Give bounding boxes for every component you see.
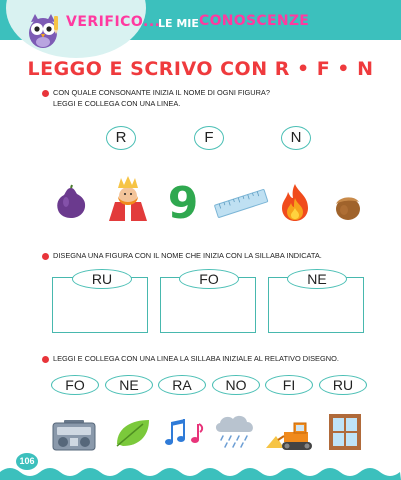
leaf-icon[interactable] (113, 416, 153, 450)
syllable-fo-label: FO (179, 269, 239, 289)
page-title: LEGGO E SCRIVO CON R • F • N (27, 58, 374, 80)
ruler-icon[interactable] (212, 186, 270, 220)
syllable-ne[interactable]: NE (105, 375, 153, 395)
le-mie-label: LE MIE (158, 17, 199, 30)
exercise3-instruction: LEGGI E COLLEGA CON UNA LINEA LA SILLABA INIZIALE AL RELATIVO DISEGNO. (53, 354, 339, 363)
exercise1-instruction-line2: LEGGI E COLLEGA CON UNA LINEA. (53, 99, 181, 108)
rain-cloud-icon[interactable] (211, 412, 259, 452)
syllable-ne-label: NE (287, 269, 347, 289)
exercise1-instruction-line1: CON QUALE CONSONANTE INIZIA IL NOME DI OGNI FIGURA? (53, 88, 270, 97)
number-nine-icon[interactable] (167, 182, 199, 222)
window-icon[interactable] (327, 412, 363, 452)
bullet-2 (42, 253, 49, 260)
bullet-1 (42, 90, 49, 97)
letter-f[interactable]: F (194, 126, 224, 150)
syllable-ru[interactable]: RU (319, 375, 367, 395)
fig-icon[interactable] (52, 184, 90, 220)
conoscenze-label: CONOSCENZE (199, 13, 310, 29)
fire-icon[interactable] (276, 182, 314, 222)
radio-icon[interactable] (50, 418, 98, 452)
letter-r[interactable]: R (106, 126, 136, 150)
verifico-heading: VERIFICO... (66, 14, 161, 30)
svg-text:9: 9 (167, 182, 199, 222)
page-number: 106 (16, 453, 38, 470)
syllable-ru-label: RU (72, 269, 132, 289)
exercise2-instruction: DISEGNA UNA FIGURA CON IL NOME CHE INIZIA CON LA SILLABA INDICATA. (53, 251, 322, 260)
syllable-fo[interactable]: FO (51, 375, 99, 395)
owl-icon (24, 10, 62, 50)
syllable-no[interactable]: NO (212, 375, 260, 395)
bulldozer-icon[interactable] (264, 418, 320, 452)
king-icon[interactable] (105, 174, 151, 222)
music-notes-icon[interactable] (161, 416, 205, 450)
syllable-ra[interactable]: RA (158, 375, 206, 395)
letter-n[interactable]: N (281, 126, 311, 150)
bullet-3 (42, 356, 49, 363)
syllable-fi[interactable]: FI (265, 375, 313, 395)
hazelnut-icon[interactable] (331, 192, 363, 222)
footer-wave (0, 464, 401, 480)
